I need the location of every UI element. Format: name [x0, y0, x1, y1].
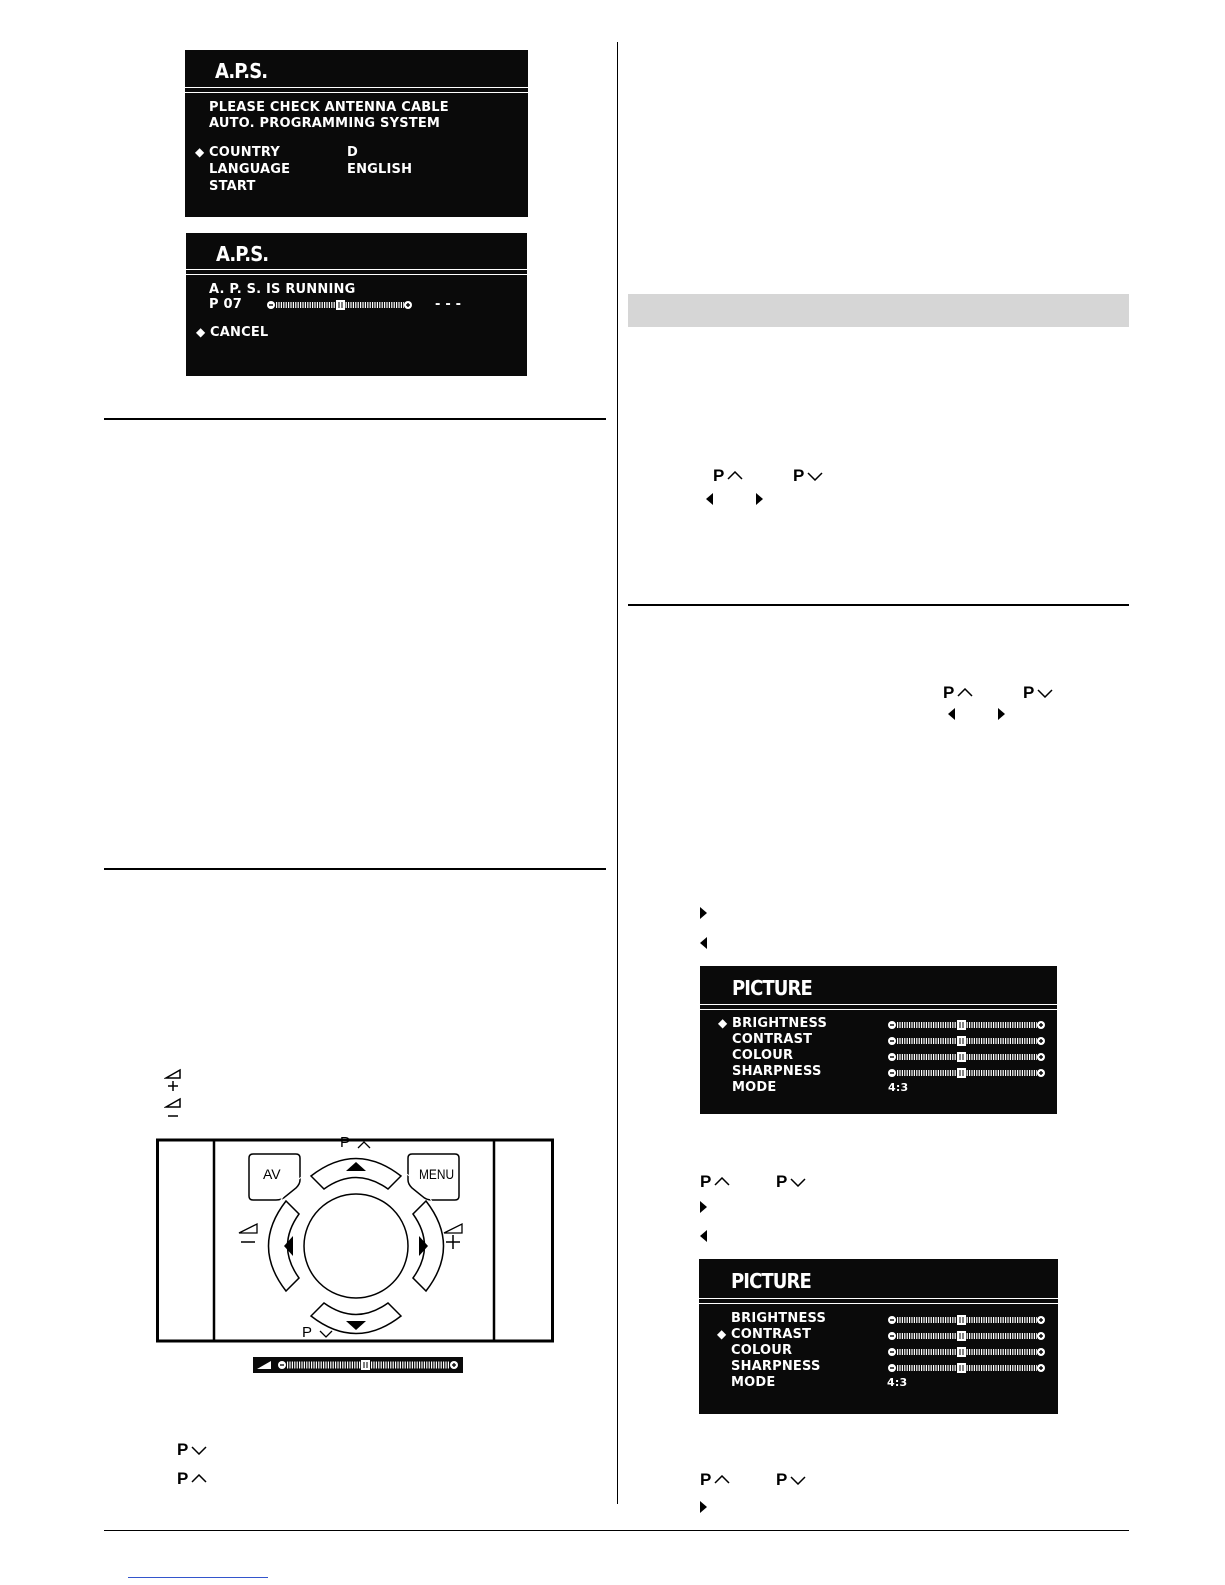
colour-slider[interactable] [887, 1346, 1047, 1358]
selection-cursor-icon: ◆ [717, 1327, 727, 1341]
remote-menu-label: MENU [419, 1166, 455, 1182]
remote-p-up-label: P [340, 1134, 351, 1151]
aps-progress-bar [266, 299, 414, 311]
brightness-slider[interactable] [887, 1314, 1047, 1326]
sharpness-label[interactable]: SHARPNESS [731, 1359, 821, 1374]
p-up-key: P [700, 1470, 730, 1490]
aps-menu-screen [185, 50, 528, 217]
aps-start-label[interactable]: START [209, 179, 256, 194]
p-up-key: P [177, 1469, 207, 1489]
left-arrow-icon [700, 1230, 707, 1242]
aps-menu-title: A.P.S. [215, 59, 268, 83]
contrast-slider[interactable] [887, 1035, 1047, 1047]
colour-label[interactable]: COLOUR [731, 1343, 793, 1358]
page-footer-rule [104, 1530, 1129, 1531]
selection-cursor-icon: ◆ [196, 325, 206, 339]
p-up-key: P [700, 1172, 730, 1192]
left-arrow-icon [948, 708, 955, 720]
mode-label[interactable]: MODE [732, 1080, 777, 1095]
contrast-label[interactable]: CONTRAST [732, 1032, 813, 1047]
left-arrow-icon [700, 937, 707, 949]
right-arrow-icon [756, 493, 763, 505]
column-divider [617, 42, 618, 1504]
right-arrow-icon [700, 1201, 707, 1213]
contrast-label[interactable]: CONTRAST [731, 1327, 812, 1342]
mode-value: 4:3 [888, 1081, 909, 1094]
section-divider [628, 604, 1129, 606]
section-heading-bar [628, 294, 1129, 327]
footer-link-underline [128, 1577, 268, 1578]
colour-slider[interactable] [887, 1051, 1047, 1063]
picture-menu-title: PICTURE [732, 976, 812, 1000]
p-down-key: P [793, 466, 823, 486]
aps-check-antenna-text: PLEASE CHECK ANTENNA CABLE [209, 100, 449, 115]
aps-cancel-label[interactable]: CANCEL [210, 325, 269, 340]
remote-control-diagram [156, 1136, 556, 1346]
aps-system-text: AUTO. PROGRAMMING SYSTEM [209, 116, 441, 131]
volume-level-bar [253, 1357, 463, 1373]
mode-label[interactable]: MODE [731, 1375, 776, 1390]
p-down-key: P [776, 1470, 806, 1490]
colour-label[interactable]: COLOUR [732, 1048, 794, 1063]
aps-running-status: A. P. S. IS RUNNING [209, 282, 356, 297]
p-up-key: P [713, 466, 743, 486]
sharpness-slider[interactable] [887, 1067, 1047, 1079]
aps-country-label[interactable]: COUNTRY [209, 145, 281, 160]
sharpness-slider[interactable] [887, 1362, 1047, 1374]
section-divider [104, 868, 606, 870]
aps-country-value: D [347, 145, 358, 160]
right-arrow-icon [700, 907, 707, 919]
left-arrow-icon [706, 493, 713, 505]
aps-dashes: - - - [435, 297, 462, 312]
p-up-key: P [943, 683, 973, 703]
volume-up-icon [164, 1068, 184, 1092]
brightness-label[interactable]: BRIGHTNESS [731, 1311, 827, 1326]
aps-program-number: P 07 [209, 297, 242, 312]
sharpness-label[interactable]: SHARPNESS [732, 1064, 822, 1079]
aps-language-label[interactable]: LANGUAGE [209, 162, 291, 177]
contrast-slider[interactable] [887, 1330, 1047, 1342]
p-down-key: P [177, 1440, 207, 1460]
brightness-slider[interactable] [887, 1019, 1047, 1031]
right-arrow-icon [998, 708, 1005, 720]
mode-value: 4:3 [887, 1376, 908, 1389]
right-arrow-icon [700, 1501, 707, 1513]
picture-menu-brightness [700, 966, 1057, 1114]
selection-cursor-icon: ◆ [195, 145, 205, 159]
section-divider [104, 418, 606, 420]
p-down-key: P [1023, 683, 1053, 703]
selection-cursor-icon: ◆ [718, 1016, 728, 1030]
remote-p-down-label: P [302, 1324, 313, 1341]
brightness-label[interactable]: BRIGHTNESS [732, 1016, 828, 1031]
aps-running-screen [186, 233, 527, 376]
picture-menu-title: PICTURE [731, 1269, 811, 1293]
picture-menu-contrast [699, 1259, 1058, 1414]
aps-running-title: A.P.S. [216, 242, 269, 266]
remote-av-label: AV [263, 1166, 281, 1182]
volume-down-icon [164, 1097, 184, 1121]
p-down-key: P [776, 1172, 806, 1192]
aps-language-value: ENGLISH [347, 162, 413, 177]
